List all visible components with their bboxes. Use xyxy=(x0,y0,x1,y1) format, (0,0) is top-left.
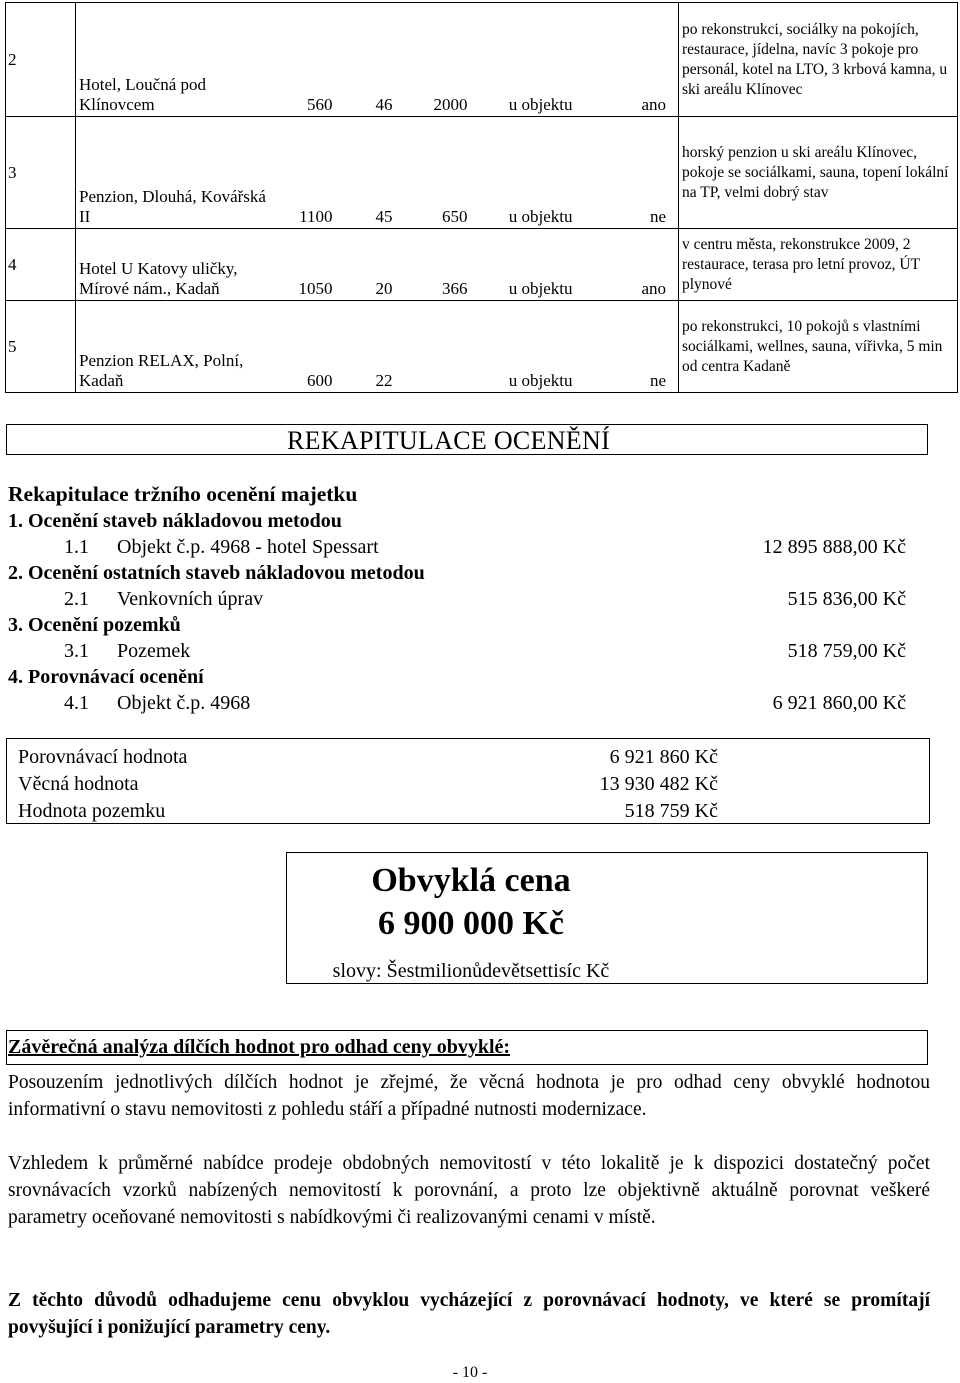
recap-title: REKAPITULACE OCENĚNÍ xyxy=(287,426,611,455)
analysis-paragraph: Posouzením jednotlivých dílčích hodnot je zřejmé, že věcná hodnota je pro odhad ceny obvyklé hodnotou informativní o stavu nemovitosti z pohledu stáří a případné nutnosti modernizace. xyxy=(8,1072,930,1120)
row-number: 2 xyxy=(6,3,76,117)
row-number: 3 xyxy=(6,117,76,229)
property-name: Hotel U Katovy uličky, Mírové nám., Kadaň xyxy=(76,229,276,301)
table-row xyxy=(6,3,958,117)
property-capacity: 1050 xyxy=(276,229,336,301)
property-description: po rekonstrukci, 10 pokojů s vlastními sociálkami, wellnes, sauna, vířivka, 5 min od centra Kadaně xyxy=(679,301,958,393)
property-capacity: 1100 xyxy=(276,117,336,229)
recap-item-label: Pozemek xyxy=(117,640,191,662)
property-capacity: 560 xyxy=(276,3,336,117)
property-parking: u objektu xyxy=(471,117,576,229)
table-row xyxy=(6,117,958,229)
recap-subtitle: Rekapitulace tržního ocenění majetku xyxy=(8,482,358,506)
page-number: - 10 - xyxy=(452,1364,488,1381)
property-price: 366 xyxy=(396,229,471,301)
table-row xyxy=(6,229,958,301)
property-price: 650 xyxy=(396,117,471,229)
summary-value: 13 930 482 Kč xyxy=(599,773,718,795)
property-price xyxy=(396,301,471,393)
usual-price-words: slovy: Šestmilionůdevětsettisíc Kč xyxy=(332,960,610,982)
property-price: 2000 xyxy=(396,3,471,117)
recap-item-no: 1.1 xyxy=(64,536,89,558)
recap-item-label: Venkovních úprav xyxy=(117,588,264,610)
row-number: 5 xyxy=(6,301,76,393)
row-number: 4 xyxy=(6,229,76,301)
recap-item-label: Objekt č.p. 4968 - hotel Spessart xyxy=(117,536,379,558)
recap-section-heading: 1. Ocenění staveb nákladovou metodou xyxy=(8,510,342,532)
property-description: po rekonstrukci, sociálky na pokojích, restaurace, jídelna, navíc 3 pokoje pro personál, kotel na LTO, 3 krbová kamna, u ski areálu Klínovec xyxy=(679,3,958,117)
recap-section-heading: 3. Ocenění pozemků xyxy=(8,614,181,636)
recap-section-heading: 4. Porovnávací ocenění xyxy=(8,666,204,688)
property-parking: u objektu xyxy=(471,301,576,393)
property-wellness: ne xyxy=(576,117,679,229)
recap-item-no: 3.1 xyxy=(64,640,89,662)
property-rooms: 45 xyxy=(336,117,396,229)
property-name: Penzion RELAX, Polní, Kadaň xyxy=(76,301,276,393)
recap-item-no: 4.1 xyxy=(64,692,89,714)
recap-item-value: 6 921 860,00 Kč xyxy=(772,692,906,714)
property-wellness: ano xyxy=(576,229,679,301)
property-rooms: 22 xyxy=(336,301,396,393)
property-description: horský penzion u ski areálu Klínovec, pokoje se sociálkami, sauna, topení lokální na TP, velmi dobrý stav xyxy=(679,117,958,229)
property-rooms: 20 xyxy=(336,229,396,301)
usual-price-amount: 6 900 000 Kč xyxy=(377,905,565,942)
usual-price-heading: Obvyklá cena xyxy=(371,862,571,899)
recap-section-heading: 2. Ocenění ostatních staveb nákladovou metodou xyxy=(8,562,425,584)
conclusion-paragraph: Z těchto důvodů odhadujeme cenu obvyklou vycházející z porovnávací hodnoty, ve které se promítají povyšující i ponižující parametry ceny. xyxy=(8,1290,930,1338)
property-capacity: 600 xyxy=(276,301,336,393)
recap-item-label: Objekt č.p. 4968 xyxy=(117,692,251,714)
property-wellness: ne xyxy=(576,301,679,393)
recap-item-value: 518 759,00 Kč xyxy=(787,640,906,662)
recap-item-value: 12 895 888,00 Kč xyxy=(762,536,906,558)
analysis-paragraph: Vzhledem k průměrné nabídce prodeje obdobných nemovitostí v této lokalitě je k dispozici dostatečný počet srovnávacích vzorků nabízených nemovitostí k porovnání, a proto lze objektivně aktuálně porovnat veškeré parametry oceňované nemovitosti s nabídkovými či realizovanými cenami v místě. xyxy=(8,1153,930,1228)
table-row xyxy=(6,301,958,393)
summary-label: Věcná hodnota xyxy=(18,773,139,795)
summary-label: Hodnota pozemku xyxy=(18,800,166,822)
property-parking: u objektu xyxy=(471,229,576,301)
property-name: Penzion, Dlouhá, Kovářská II xyxy=(76,117,276,229)
property-wellness: ano xyxy=(576,3,679,117)
recap-item-value: 515 836,00 Kč xyxy=(787,588,906,610)
property-parking: u objektu xyxy=(471,3,576,117)
property-rooms: 46 xyxy=(336,3,396,117)
final-analysis-title: Závěrečná analýza dílčích hodnot pro odhad ceny obvyklé: xyxy=(8,1036,511,1058)
property-name: Hotel, Loučná pod Klínovcem xyxy=(76,3,276,117)
summary-value: 518 759 Kč xyxy=(624,800,718,822)
summary-label: Porovnávací hodnota xyxy=(18,746,188,768)
recap-item-no: 2.1 xyxy=(64,588,89,610)
summary-value: 6 921 860 Kč xyxy=(609,746,718,768)
comparables-table xyxy=(5,2,958,393)
property-description: v centru města, rekonstrukce 2009, 2 restaurace, terasa pro letní provoz, ÚT plynové xyxy=(679,229,958,301)
